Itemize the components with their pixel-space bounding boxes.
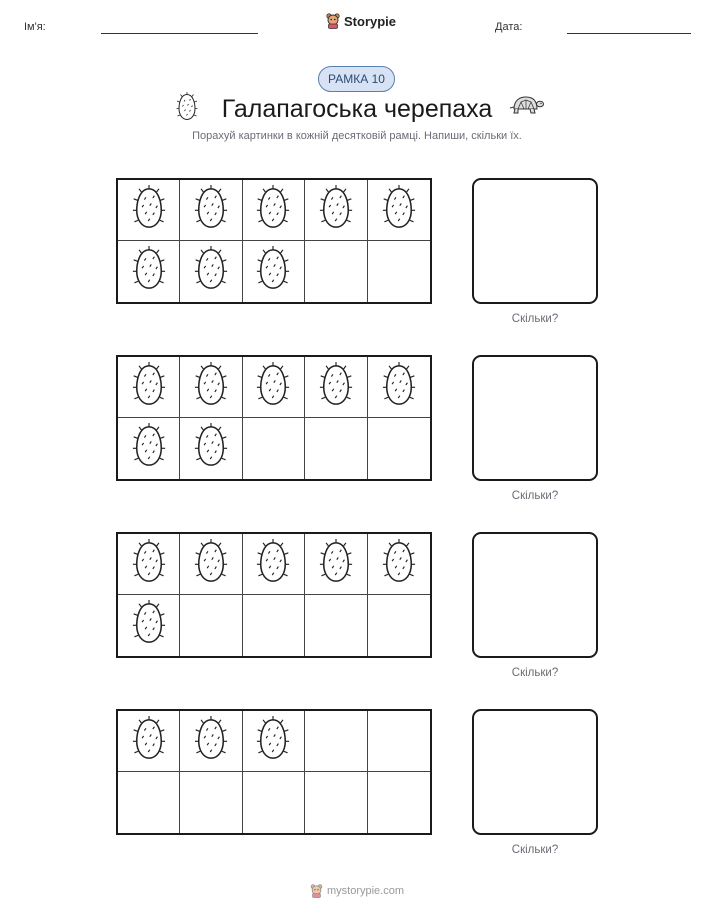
frame-cell xyxy=(368,357,430,418)
frame-cell xyxy=(180,711,242,772)
name-field-line[interactable] xyxy=(101,33,258,34)
frame-cell xyxy=(368,241,430,302)
cactus-icon xyxy=(194,716,228,767)
answer-label-4: Скільки? xyxy=(511,844,559,856)
frame-cell xyxy=(118,241,180,302)
date-label: Дата: xyxy=(495,21,523,33)
frame-cell xyxy=(180,357,242,418)
cactus-icon xyxy=(256,716,290,767)
frame-cell xyxy=(243,418,305,479)
frame-cell xyxy=(118,534,180,595)
frame-cell xyxy=(118,711,180,772)
frame-cell xyxy=(180,772,242,833)
frame-badge: РАМКА 10 xyxy=(318,66,395,92)
ten-frame-4 xyxy=(116,709,432,835)
frame-cell xyxy=(118,180,180,241)
frame-cell xyxy=(180,534,242,595)
frame-cell xyxy=(305,357,367,418)
storypie-mascot-icon xyxy=(310,884,323,898)
frame-cell xyxy=(305,595,367,656)
cactus-icon xyxy=(132,246,166,297)
cactus-icon xyxy=(382,539,416,590)
frame-cell xyxy=(305,241,367,302)
frame-cell xyxy=(243,772,305,833)
frame-cell xyxy=(243,534,305,595)
ten-frame-2 xyxy=(116,355,432,481)
cactus-icon xyxy=(256,362,290,413)
date-field-line[interactable] xyxy=(567,33,691,34)
footer-url: mystorypie.com xyxy=(326,885,405,897)
cactus-icon xyxy=(132,600,166,651)
cactus-icon xyxy=(382,362,416,413)
cactus-icon xyxy=(194,362,228,413)
cactus-icon xyxy=(256,539,290,590)
frame-cell xyxy=(368,711,430,772)
frame-cell xyxy=(305,180,367,241)
cactus-icon xyxy=(132,185,166,236)
cactus-icon xyxy=(194,539,228,590)
frame-cell xyxy=(118,595,180,656)
cactus-icon xyxy=(194,423,228,474)
page-title xyxy=(0,95,714,124)
frame-cell xyxy=(368,418,430,479)
frame-cell xyxy=(305,711,367,772)
instructions: Порахуй картинки в кожній десятковій рамці. Напиши, скільки їх. xyxy=(192,130,522,142)
frame-cell xyxy=(180,180,242,241)
frame-cell xyxy=(180,595,242,656)
name-label: Ім'я: xyxy=(24,21,46,33)
cactus-icon xyxy=(319,185,353,236)
ten-frame-3 xyxy=(116,532,432,658)
frame-cell xyxy=(368,595,430,656)
storypie-mascot-icon xyxy=(326,13,340,29)
footer xyxy=(0,884,714,898)
answer-box-1[interactable] xyxy=(472,178,598,304)
cactus-icon xyxy=(256,246,290,297)
turtle-icon xyxy=(508,95,544,120)
frame-cell xyxy=(118,772,180,833)
frame-cell xyxy=(243,711,305,772)
cactus-icon xyxy=(132,362,166,413)
brand-logo xyxy=(326,13,396,29)
frame-cell xyxy=(243,595,305,656)
cactus-icon xyxy=(132,716,166,767)
brand-name: Storypie xyxy=(344,13,397,29)
frame-cell xyxy=(180,241,242,302)
frame-cell xyxy=(305,418,367,479)
cactus-icon xyxy=(319,362,353,413)
cactus-icon xyxy=(256,185,290,236)
frame-cell xyxy=(243,241,305,302)
page-title-text: Галапагоська черепаха xyxy=(221,95,493,123)
answer-box-2[interactable] xyxy=(472,355,598,481)
frame-cell xyxy=(305,772,367,833)
answer-label-1: Скільки? xyxy=(511,313,559,325)
frame-cell xyxy=(368,772,430,833)
cactus-icon xyxy=(382,185,416,236)
frame-cell xyxy=(305,534,367,595)
cactus-icon xyxy=(319,539,353,590)
frame-cell xyxy=(118,418,180,479)
cactus-icon xyxy=(132,423,166,474)
cactus-icon xyxy=(132,539,166,590)
cactus-icon xyxy=(194,246,228,297)
cactus-icon xyxy=(194,185,228,236)
answer-box-3[interactable] xyxy=(472,532,598,658)
answer-box-4[interactable] xyxy=(472,709,598,835)
answer-label-2: Скільки? xyxy=(511,490,559,502)
frame-cell xyxy=(118,357,180,418)
frame-cell xyxy=(368,534,430,595)
frame-cell xyxy=(243,180,305,241)
answer-label-3: Скільки? xyxy=(511,667,559,679)
frame-cell xyxy=(368,180,430,241)
frame-cell xyxy=(243,357,305,418)
ten-frame-1 xyxy=(116,178,432,304)
frame-cell xyxy=(180,418,242,479)
